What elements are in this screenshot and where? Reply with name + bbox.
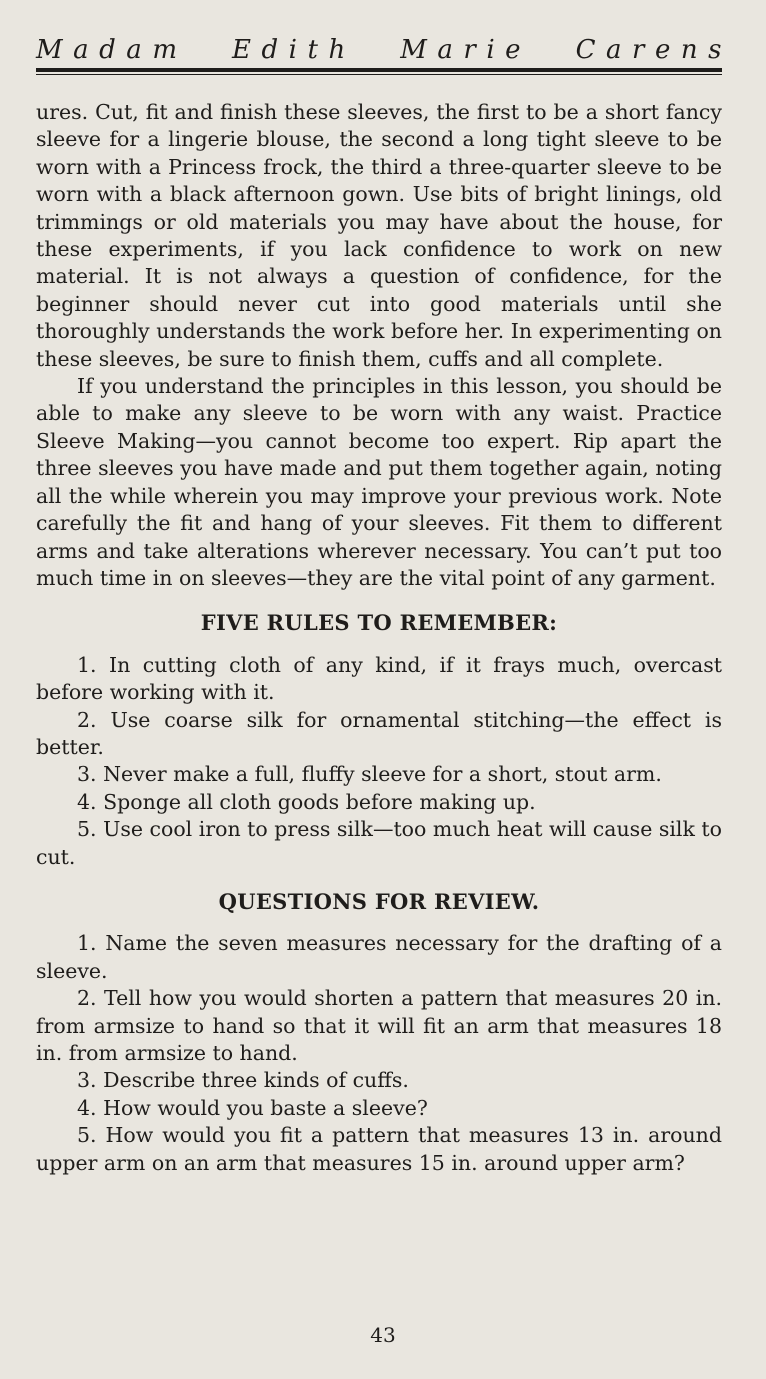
- rule-item: 1. In cutting cloth of any kind, if it frays much, overcast before working with it.: [36, 652, 722, 705]
- header-word: E d i t h: [232, 35, 346, 65]
- question-item: 4. How would you baste a sleeve?: [77, 1095, 428, 1120]
- paragraph: ures. Cut, fit and finish these sleeves, the first to be a short fancy sleeve for a lingerie blouse, the second a long tight sleeve to be worn with a Princess frock, the third a three-quarter sleeve to be worn with a black afternoon gown. Use bits of bright linings, old trimmings or old materials you may have about the house, for these experiments, if you lack confidence to work on new material. It is not always a question of confidence, for the beginner should never cut into good materials until she thoroughly understands the work before her. In experimenting on these sleeves, be sure to finish them, cuffs and all complete.: [36, 100, 722, 371]
- header-word: M a d a m: [36, 35, 178, 65]
- running-header: [36, 30, 722, 70]
- header-rule-thick: [36, 68, 722, 72]
- question-item: 3. Describe three kinds of cuffs.: [77, 1068, 409, 1093]
- header-rule-thin: [36, 74, 722, 75]
- question-item: 1. Name the seven measures necessary for the drafting of a sleeve.: [36, 931, 722, 983]
- rule-item: 5. Use cool iron to press silk—too much heat will cause silk to cut.: [36, 817, 722, 869]
- rule-item: 3. Never make a full, fluffy sleeve for a short, stout arm.: [77, 762, 662, 787]
- paragraph: If you understand the principles in this lesson, you should be able to make any sleeve to be worn with any waist. Practice Sleeve Making—you cannot become too expert. Rip apart the three sleeves you have made and put them together again, noting all the while wherein you may improve your previous work. Note carefully the fit and hang of your sleeves. Fit them to different arms and take alterations wherever necessary. You can’t put too much time in on sleeves—they are the vital point of any garment.: [36, 374, 722, 590]
- header-word: M a r i e: [400, 35, 522, 65]
- question-item: 5. How would you fit a pattern that measures 13 in. around upper arm on an arm that measures 15 in. around upper arm?: [36, 1123, 722, 1175]
- rule-item: 4. Sponge all cloth goods before making up.: [77, 789, 536, 814]
- page-body: [36, 99, 722, 1177]
- question-item: 2. Tell how you would shorten a pattern that measures 20 in. from armsize to hand so that it will fit an arm that measures 18 in. from armsize to hand.: [36, 986, 722, 1065]
- page-number: 43: [370, 1323, 396, 1347]
- header-word: C a r e n s: [575, 35, 722, 65]
- rules-heading: FIVE RULES TO REMEMBER:: [200, 610, 558, 636]
- questions-heading: QUESTIONS FOR REVIEW.: [218, 888, 540, 914]
- rule-item: 2. Use coarse silk for ornamental stitching—the effect is better.: [36, 707, 722, 759]
